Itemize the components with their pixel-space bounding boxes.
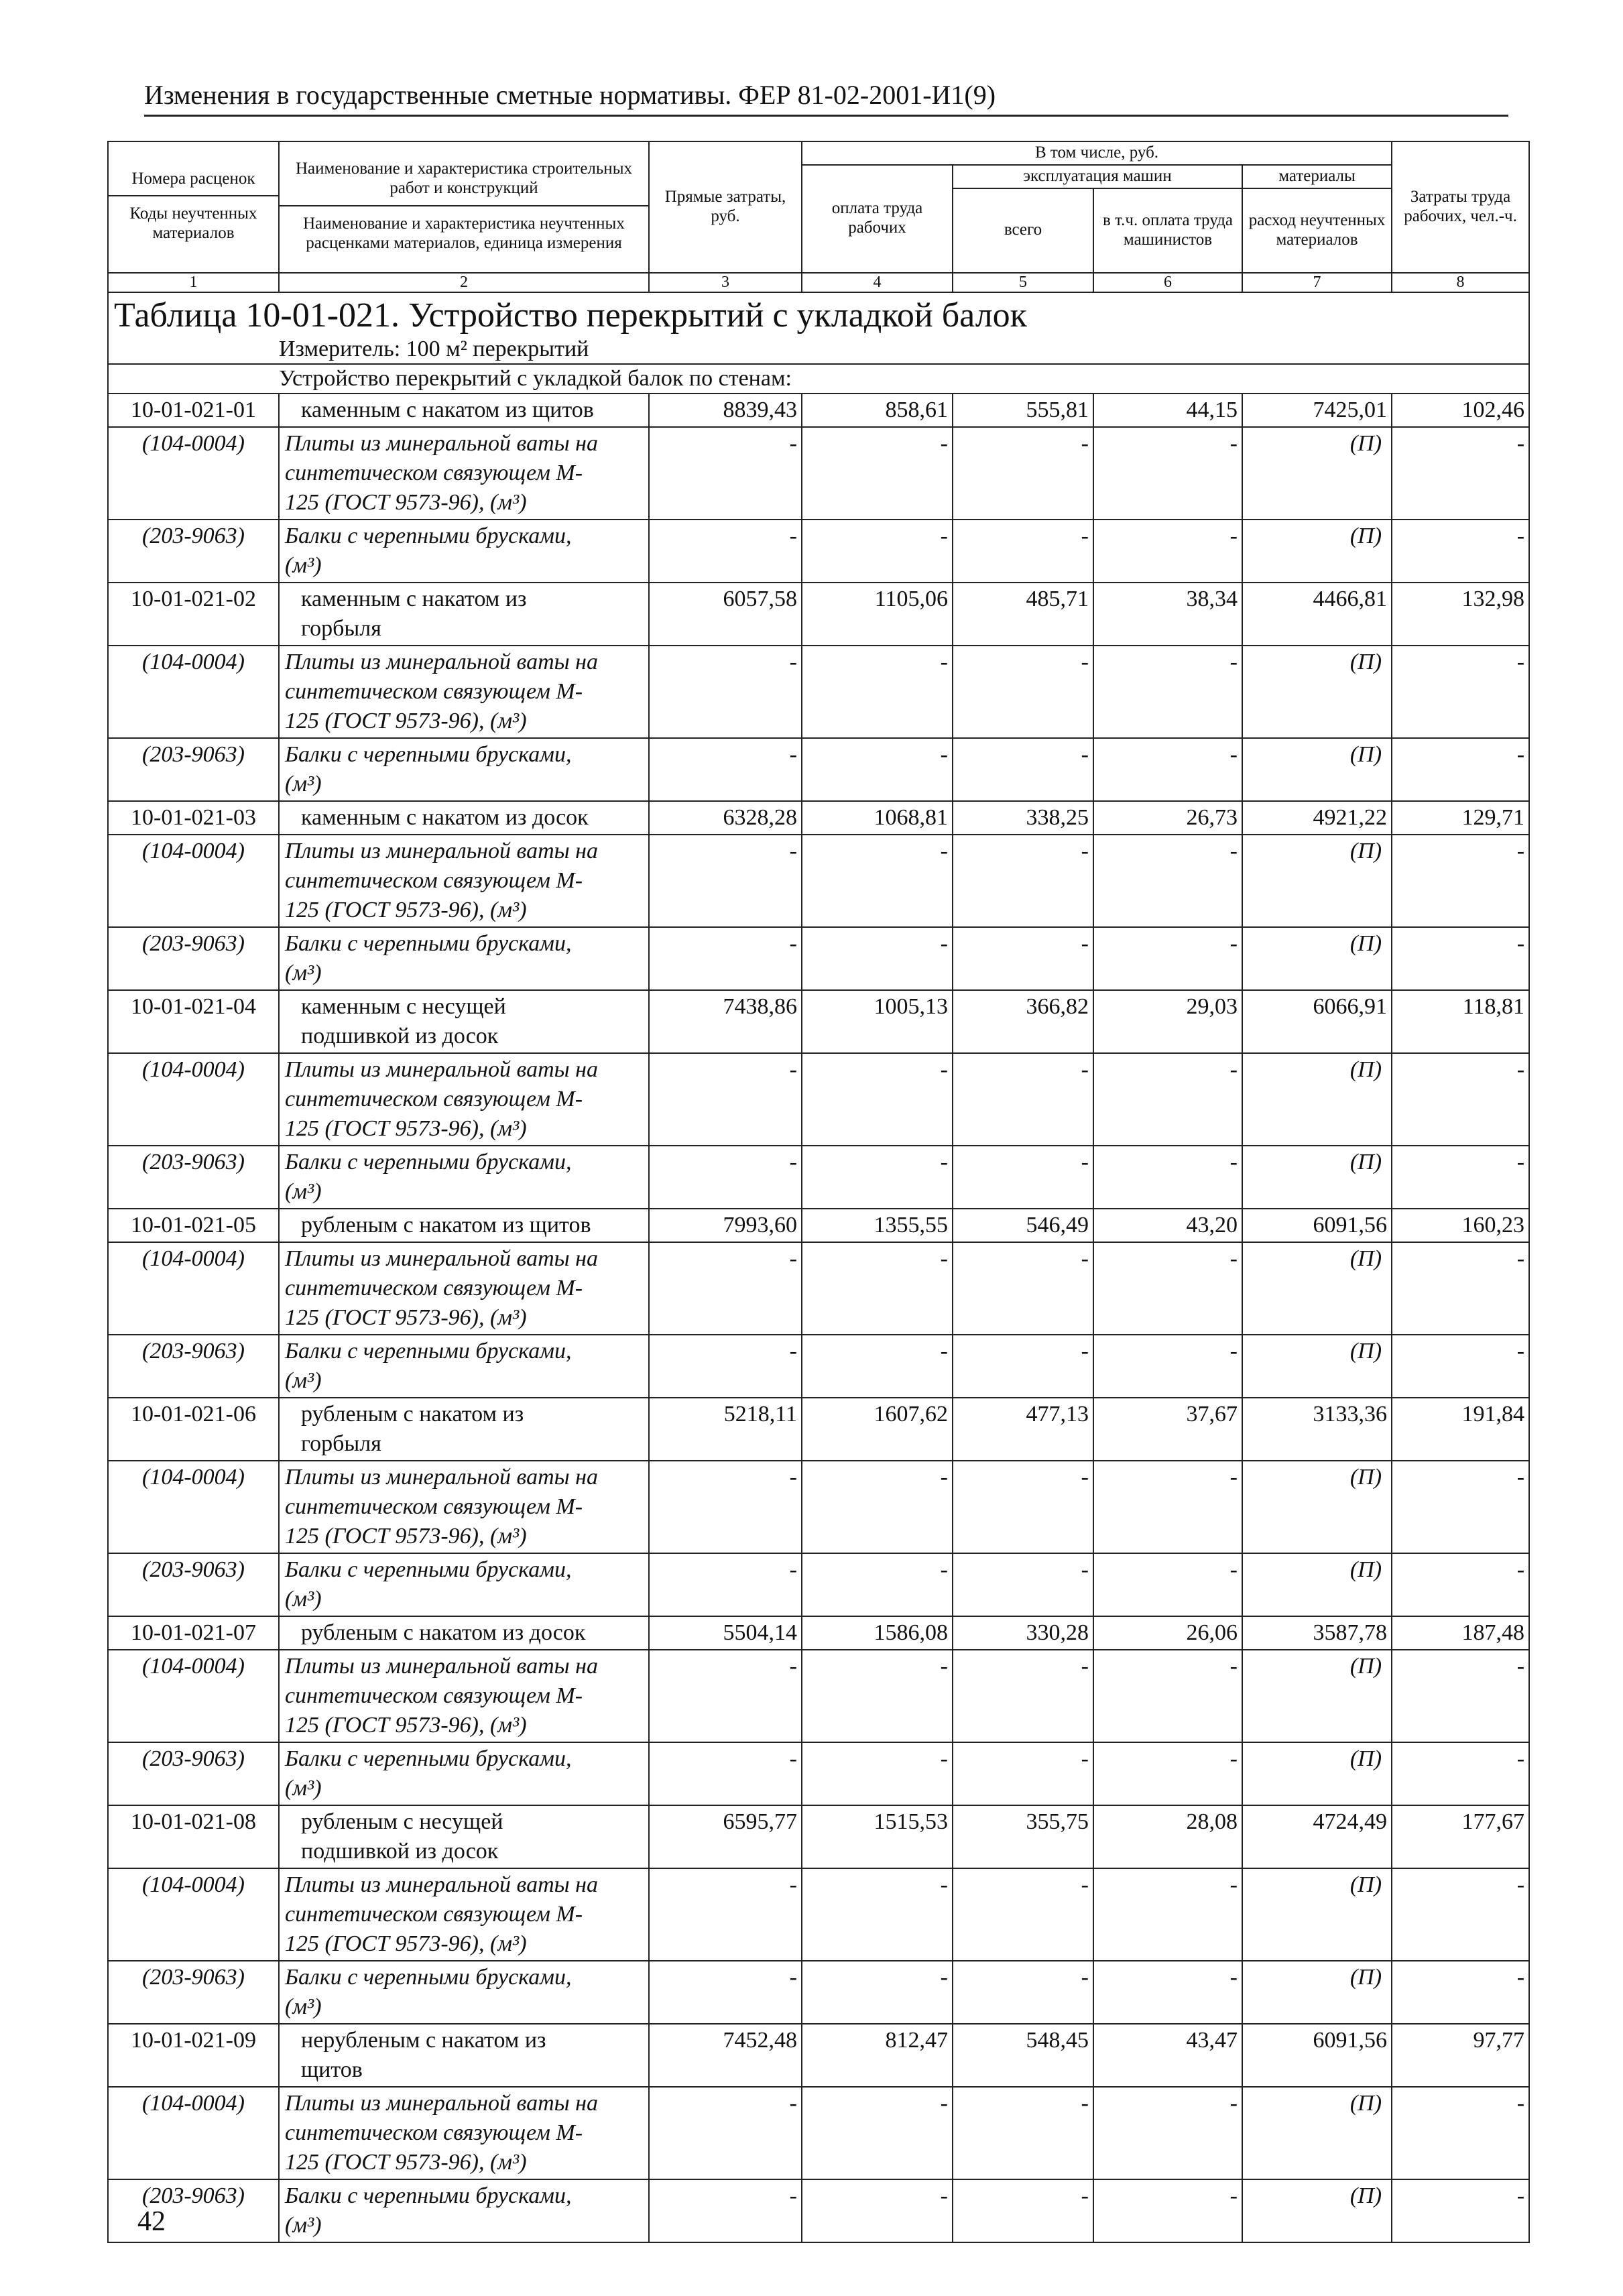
dash: -: [802, 2179, 953, 2242]
resource-row: [108, 1650, 1529, 1742]
resource-row: [108, 835, 1529, 927]
resource-name: Балки с черепными брусками, (м³): [279, 1335, 649, 1398]
rate-row: [108, 1209, 1529, 1242]
resource-row: [108, 1053, 1529, 1146]
machine-cost: 548,45: [953, 2024, 1093, 2087]
dash: -: [1093, 1335, 1242, 1398]
materials-cost: 7425,01: [1242, 394, 1392, 427]
dash: -: [649, 835, 802, 927]
dash: -: [649, 1650, 802, 1742]
dash: -: [953, 646, 1093, 738]
machine-cost: 555,81: [953, 394, 1093, 427]
resource-code: (203-9063): [108, 1961, 279, 2024]
dash: -: [802, 2087, 953, 2179]
dash: -: [953, 927, 1093, 990]
rate-name: каменным с накатом из досок: [279, 801, 649, 835]
machine-cost: 366,82: [953, 990, 1093, 1053]
labor-cost: 1005,13: [802, 990, 953, 1053]
dash: -: [1093, 2087, 1242, 2179]
machine-cost: 485,71: [953, 583, 1093, 646]
column-numbers-row: [108, 273, 1529, 292]
dash: -: [1093, 1868, 1242, 1961]
machine-labor-cost: 26,73: [1093, 801, 1242, 835]
resource-code: (203-9063): [108, 1553, 279, 1616]
machine-labor-cost: 28,08: [1093, 1805, 1242, 1868]
dash: -: [953, 2087, 1093, 2179]
direct-cost: 5504,14: [649, 1616, 802, 1650]
resource-name: Плиты из минеральной ваты на синтетическом связующем М- 125 (ГОСТ 9573-96), (м³): [279, 1868, 649, 1961]
resource-code: (104-0004): [108, 2087, 279, 2179]
col-machines-header: эксплуатация машин: [953, 165, 1242, 188]
dash: -: [649, 738, 802, 801]
resource-row: [108, 1742, 1529, 1805]
labor-cost: 858,61: [802, 394, 953, 427]
rate-name: рубленым с накатом из горбыля: [279, 1398, 649, 1461]
dash: -: [1093, 738, 1242, 801]
dash: -: [802, 1961, 953, 2024]
rate-name: рубленым с несущей подшивкой из досок: [279, 1805, 649, 1868]
dash: -: [649, 2179, 802, 2242]
dash: -: [1093, 927, 1242, 990]
resource-code: (104-0004): [108, 1868, 279, 1961]
col-number: 6: [1093, 273, 1242, 292]
materials-cost: 4724,49: [1242, 1805, 1392, 1868]
resource-row: [108, 2087, 1529, 2179]
col-codes-header: Номера расценок Коды неучтенных материалов: [108, 141, 279, 273]
dash: -: [802, 1868, 953, 1961]
col-mach-total-header: всего: [953, 188, 1093, 273]
dash: -: [802, 1242, 953, 1335]
dash: -: [649, 1053, 802, 1146]
dash: -: [1392, 2179, 1529, 2242]
labor-hours: 97,77: [1392, 2024, 1529, 2087]
machine-cost: 355,75: [953, 1805, 1093, 1868]
dash: -: [1392, 1650, 1529, 1742]
resource-code: (203-9063): [108, 2179, 279, 2242]
material-mark: (П): [1242, 1461, 1392, 1553]
resource-row: [108, 738, 1529, 801]
dash: -: [649, 1961, 802, 2024]
material-mark: (П): [1242, 1553, 1392, 1616]
resource-name: Балки с черепными брусками, (м³): [279, 520, 649, 583]
labor-cost: 1105,06: [802, 583, 953, 646]
dash: -: [1093, 2179, 1242, 2242]
resource-row: [108, 1335, 1529, 1398]
labor-cost: 1607,62: [802, 1398, 953, 1461]
dash: -: [802, 520, 953, 583]
dash: -: [1093, 1742, 1242, 1805]
dash: -: [953, 1650, 1093, 1742]
rate-row: [108, 801, 1529, 835]
labor-hours: 129,71: [1392, 801, 1529, 835]
dash: -: [649, 520, 802, 583]
dash: -: [1093, 1053, 1242, 1146]
rate-name: рубленым с накатом из щитов: [279, 1209, 649, 1242]
resource-code: (104-0004): [108, 1461, 279, 1553]
material-mark: (П): [1242, 520, 1392, 583]
rate-code: 10-01-021-09: [108, 2024, 279, 2087]
material-mark: (П): [1242, 1961, 1392, 2024]
col-mach-labor-header: в т.ч. оплата труда машинистов: [1093, 188, 1242, 273]
dash: -: [1392, 1335, 1529, 1398]
machine-labor-cost: 29,03: [1093, 990, 1242, 1053]
dash: -: [1392, 1242, 1529, 1335]
norm-table: [107, 141, 1530, 2243]
resource-code: (203-9063): [108, 520, 279, 583]
dash: -: [953, 1742, 1093, 1805]
dash: -: [1093, 1961, 1242, 2024]
dash: -: [649, 1553, 802, 1616]
resource-code: (104-0004): [108, 1650, 279, 1742]
resource-name: Плиты из минеральной ваты на синтетическом связующем М- 125 (ГОСТ 9573-96), (м³): [279, 2087, 649, 2179]
machine-labor-cost: 37,67: [1093, 1398, 1242, 1461]
resource-name: Плиты из минеральной ваты на синтетическом связующем М- 125 (ГОСТ 9573-96), (м³): [279, 835, 649, 927]
material-mark: (П): [1242, 1742, 1392, 1805]
dash: -: [649, 427, 802, 520]
dash: -: [953, 835, 1093, 927]
resource-code: (203-9063): [108, 1146, 279, 1209]
dash: -: [953, 1961, 1093, 2024]
resource-name: Балки с черепными брусками, (м³): [279, 1146, 649, 1209]
dash: -: [953, 1146, 1093, 1209]
resource-row: [108, 427, 1529, 520]
rate-code: 10-01-021-05: [108, 1209, 279, 1242]
material-mark: (П): [1242, 1650, 1392, 1742]
dash: -: [802, 927, 953, 990]
dash: -: [953, 1461, 1093, 1553]
labor-hours: 187,48: [1392, 1616, 1529, 1650]
resource-row: [108, 2179, 1529, 2242]
rate-row: [108, 2024, 1529, 2087]
dash: -: [953, 1335, 1093, 1398]
rate-code: 10-01-021-01: [108, 394, 279, 427]
col-mat-consumption-header: расход неучтенных материалов: [1242, 188, 1392, 273]
resource-name: Плиты из минеральной ваты на синтетическом связующем М- 125 (ГОСТ 9573-96), (м³): [279, 427, 649, 520]
col-in-total-header: В том числе, руб.: [802, 141, 1392, 165]
rate-code: 10-01-021-06: [108, 1398, 279, 1461]
dash: -: [1392, 835, 1529, 927]
resource-name: Плиты из минеральной ваты на синтетическом связующем М- 125 (ГОСТ 9573-96), (м³): [279, 1461, 649, 1553]
col-number: 4: [802, 273, 953, 292]
resource-row: [108, 520, 1529, 583]
rate-row: [108, 990, 1529, 1053]
material-mark: (П): [1242, 427, 1392, 520]
material-mark: (П): [1242, 927, 1392, 990]
rate-row: [108, 583, 1529, 646]
dash: -: [802, 1146, 953, 1209]
dash: -: [1392, 2087, 1529, 2179]
dash: -: [802, 1335, 953, 1398]
materials-cost: 3133,36: [1242, 1398, 1392, 1461]
dash: -: [1093, 646, 1242, 738]
dash: -: [1392, 1461, 1529, 1553]
materials-cost: 6091,56: [1242, 1209, 1392, 1242]
dash: -: [1093, 835, 1242, 927]
material-mark: (П): [1242, 835, 1392, 927]
resource-name: Балки с черепными брусками, (м³): [279, 1961, 649, 2024]
dash: -: [1093, 427, 1242, 520]
material-mark: (П): [1242, 1868, 1392, 1961]
machine-cost: 477,13: [953, 1398, 1093, 1461]
dash: -: [802, 1650, 953, 1742]
page-number: 42: [137, 2206, 166, 2237]
rate-row: [108, 1398, 1529, 1461]
dash: -: [649, 646, 802, 738]
table-subheading: Устройство перекрытий с укладкой балок по стенам:: [108, 364, 1529, 394]
dash: -: [953, 520, 1093, 583]
machine-labor-cost: 26,06: [1093, 1616, 1242, 1650]
material-mark: (П): [1242, 2179, 1392, 2242]
dash: -: [953, 1242, 1093, 1335]
resource-code: (104-0004): [108, 1242, 279, 1335]
page-header: Изменения в государственные сметные нормативы. ФЕР 81-02-2001-И1(9): [144, 79, 1508, 117]
materials-cost: 4921,22: [1242, 801, 1392, 835]
rate-code: 10-01-021-03: [108, 801, 279, 835]
materials-cost: 6066,91: [1242, 990, 1392, 1053]
rate-name: каменным с накатом из горбыля: [279, 583, 649, 646]
col-name-header: Наименование и характеристика строительных работ и конструкций Наименование и характеристика неучтенных расценками материалов, единица измерения: [279, 141, 649, 273]
resource-name: Балки с черепными брусками, (м³): [279, 738, 649, 801]
machine-cost: 546,49: [953, 1209, 1093, 1242]
labor-hours: 191,84: [1392, 1398, 1529, 1461]
dash: -: [1392, 646, 1529, 738]
resource-name: Плиты из минеральной ваты на синтетическом связующем М- 125 (ГОСТ 9573-96), (м³): [279, 1650, 649, 1742]
resource-name: Плиты из минеральной ваты на синтетическом связующем М- 125 (ГОСТ 9573-96), (м³): [279, 1242, 649, 1335]
labor-hours: 160,23: [1392, 1209, 1529, 1242]
resource-code: (203-9063): [108, 927, 279, 990]
material-mark: (П): [1242, 1242, 1392, 1335]
dash: -: [953, 427, 1093, 520]
col-number: 1: [108, 273, 279, 292]
dash: -: [1392, 1868, 1529, 1961]
direct-cost: 8839,43: [649, 394, 802, 427]
dash: -: [953, 1553, 1093, 1616]
dash: -: [649, 1461, 802, 1553]
resource-code: (104-0004): [108, 646, 279, 738]
rate-code: 10-01-021-07: [108, 1616, 279, 1650]
machine-labor-cost: 43,47: [1093, 2024, 1242, 2087]
resource-row: [108, 646, 1529, 738]
dash: -: [1392, 1053, 1529, 1146]
dash: -: [1093, 1242, 1242, 1335]
machine-labor-cost: 38,34: [1093, 583, 1242, 646]
dash: -: [953, 1868, 1093, 1961]
dash: -: [1093, 1650, 1242, 1742]
rate-row: [108, 1805, 1529, 1868]
dash: -: [802, 1461, 953, 1553]
rate-name: рубленым с накатом из досок: [279, 1616, 649, 1650]
dash: -: [649, 927, 802, 990]
material-mark: (П): [1242, 1335, 1392, 1398]
direct-cost: 7438,86: [649, 990, 802, 1053]
rate-row: [108, 1616, 1529, 1650]
dash: -: [1392, 1553, 1529, 1616]
dash: -: [1093, 1461, 1242, 1553]
resource-code: (104-0004): [108, 427, 279, 520]
machine-labor-cost: 44,15: [1093, 394, 1242, 427]
dash: -: [1392, 927, 1529, 990]
labor-cost: 1586,08: [802, 1616, 953, 1650]
materials-cost: 4466,81: [1242, 583, 1392, 646]
col-hours-header: Затраты труда рабочих, чел.-ч.: [1392, 141, 1529, 273]
dash: -: [802, 738, 953, 801]
material-mark: (П): [1242, 646, 1392, 738]
labor-hours: 118,81: [1392, 990, 1529, 1053]
resource-name: Балки с черепными брусками, (м³): [279, 2179, 649, 2242]
resource-code: (104-0004): [108, 1053, 279, 1146]
resource-row: [108, 1146, 1529, 1209]
resource-row: [108, 927, 1529, 990]
resource-code: (203-9063): [108, 1335, 279, 1398]
dash: -: [1392, 1146, 1529, 1209]
rate-name: нерубленым с накатом из щитов: [279, 2024, 649, 2087]
resource-name: Балки с черепными брусками, (м³): [279, 1553, 649, 1616]
rate-name: каменным с накатом из щитов: [279, 394, 649, 427]
rate-row: [108, 394, 1529, 427]
rate-code: 10-01-021-04: [108, 990, 279, 1053]
dash: -: [649, 1742, 802, 1805]
direct-cost: 6328,28: [649, 801, 802, 835]
resource-row: [108, 1868, 1529, 1961]
dash: -: [802, 646, 953, 738]
dash: -: [802, 1053, 953, 1146]
labor-hours: 132,98: [1392, 583, 1529, 646]
dash: -: [953, 1053, 1093, 1146]
col-direct-header: Прямые затраты, руб.: [649, 141, 802, 273]
dash: -: [649, 1242, 802, 1335]
col-materials-header: материалы: [1242, 165, 1392, 188]
material-mark: (П): [1242, 1146, 1392, 1209]
labor-hours: 177,67: [1392, 1805, 1529, 1868]
dash: -: [953, 738, 1093, 801]
direct-cost: 6595,77: [649, 1805, 802, 1868]
resource-name: Балки с черепными брусками, (м³): [279, 1742, 649, 1805]
resource-code: (203-9063): [108, 1742, 279, 1805]
dash: -: [1093, 520, 1242, 583]
resource-row: [108, 1553, 1529, 1616]
resource-name: Балки с черепными брусками, (м³): [279, 927, 649, 990]
labor-hours: 102,46: [1392, 394, 1529, 427]
dash: -: [802, 835, 953, 927]
rate-code: 10-01-021-08: [108, 1805, 279, 1868]
dash: -: [1392, 1742, 1529, 1805]
direct-cost: 6057,58: [649, 583, 802, 646]
col-number: 8: [1392, 273, 1529, 292]
direct-cost: 7993,60: [649, 1209, 802, 1242]
resource-name: Плиты из минеральной ваты на синтетическом связующем М- 125 (ГОСТ 9573-96), (м³): [279, 646, 649, 738]
dash: -: [1392, 1961, 1529, 2024]
dash: -: [1093, 1553, 1242, 1616]
resource-row: [108, 1461, 1529, 1553]
dash: -: [649, 1335, 802, 1398]
material-mark: (П): [1242, 1053, 1392, 1146]
dash: -: [1093, 1146, 1242, 1209]
resource-name: Плиты из минеральной ваты на синтетическом связующем М- 125 (ГОСТ 9573-96), (м³): [279, 1053, 649, 1146]
resource-code: (203-9063): [108, 738, 279, 801]
col-labor-header: оплата труда рабочих: [802, 165, 953, 273]
rate-code: 10-01-021-02: [108, 583, 279, 646]
dash: -: [802, 1553, 953, 1616]
material-mark: (П): [1242, 2087, 1392, 2179]
col-number: 5: [953, 273, 1093, 292]
col-number: 2: [279, 273, 649, 292]
dash: -: [1392, 427, 1529, 520]
machine-cost: 330,28: [953, 1616, 1093, 1650]
dash: -: [649, 1868, 802, 1961]
resource-row: [108, 1961, 1529, 2024]
machine-cost: 338,25: [953, 801, 1093, 835]
dash: -: [649, 2087, 802, 2179]
dash: -: [1392, 520, 1529, 583]
dash: -: [649, 1146, 802, 1209]
table-title: Таблица 10-01-021. Устройство перекрытий с укладкой балок: [108, 292, 1529, 335]
labor-cost: 1355,55: [802, 1209, 953, 1242]
direct-cost: 5218,11: [649, 1398, 802, 1461]
labor-cost: 1515,53: [802, 1805, 953, 1868]
labor-cost: 812,47: [802, 2024, 953, 2087]
direct-cost: 7452,48: [649, 2024, 802, 2087]
table-meter: Измеритель: 100 м² перекрытий: [108, 335, 1529, 364]
resource-code: (104-0004): [108, 835, 279, 927]
dash: -: [802, 427, 953, 520]
material-mark: (П): [1242, 738, 1392, 801]
resource-row: [108, 1242, 1529, 1335]
labor-cost: 1068,81: [802, 801, 953, 835]
col-number: 3: [649, 273, 802, 292]
materials-cost: 3587,78: [1242, 1616, 1392, 1650]
dash: -: [802, 1742, 953, 1805]
rate-name: каменным с несущей подшивкой из досок: [279, 990, 649, 1053]
materials-cost: 6091,56: [1242, 2024, 1392, 2087]
col-number: 7: [1242, 273, 1392, 292]
dash: -: [953, 2179, 1093, 2242]
machine-labor-cost: 43,20: [1093, 1209, 1242, 1242]
dash: -: [1392, 738, 1529, 801]
